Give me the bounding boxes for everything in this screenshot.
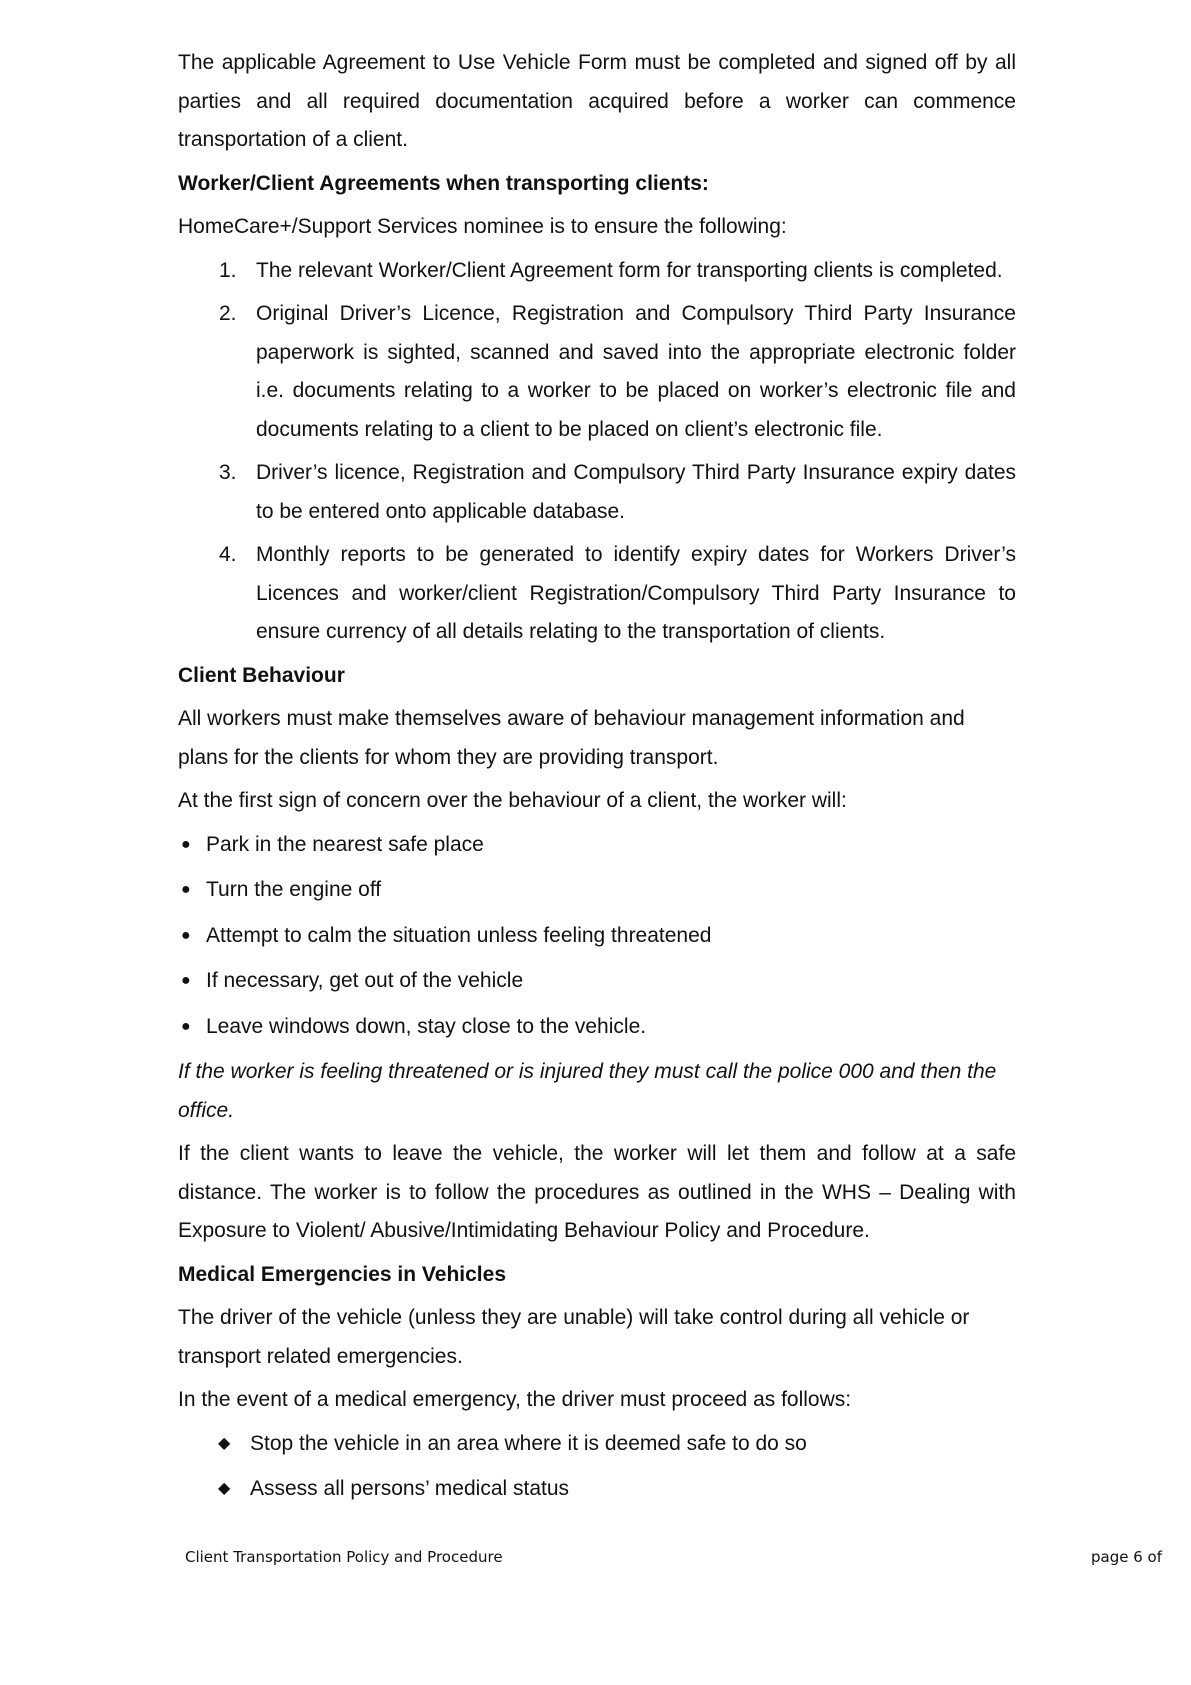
bullet-text: Leave windows down, stay close to the vehicle.: [206, 1014, 647, 1038]
bullet-text: Turn the engine off: [206, 878, 382, 901]
behaviour-paragraph-1: All workers must make themselves aware of behaviour management information and plans for the clients for whom they are providing transport.: [178, 707, 965, 769]
bullet-icon: ●: [181, 881, 191, 898]
bullet-item: [178, 1008, 1016, 1047]
bullet-icon: ●: [181, 926, 191, 944]
agreements-heading: Worker/Client Agreements when transporting clients:: [178, 171, 709, 195]
bullet-icon: ●: [181, 835, 191, 853]
bullet-item: [178, 962, 1016, 1001]
item-number: 1.: [219, 258, 237, 282]
item-number: 4.: [219, 543, 237, 566]
bullet-icon: ●: [181, 1017, 191, 1035]
intro-paragraph: The applicable Agreement to Use Vehicle Form must be completed and signed off by all parties and all required documentation acquired before a worker can commence transportation of a client.: [178, 51, 1016, 151]
bullet-item: [178, 917, 1016, 956]
list-item: [216, 1470, 1016, 1509]
bullet-item: [178, 871, 1016, 910]
behaviour-heading: Client Behaviour: [178, 663, 345, 687]
page-number: page 6 of: [1091, 1548, 1163, 1566]
item-text: Monthly reports to be generated to identify expiry dates for Workers Driver’s Licences and worker/client Registration/Compulsory Third Party Insurance to ensure currency of all details relating to the transportation of clients.: [256, 543, 1016, 643]
behaviour-paragraph-2: At the first sign of concern over the behaviour of a client, the worker will:: [178, 789, 847, 812]
bullet-text: Attempt to calm the situation unless feeling threatened: [206, 923, 712, 947]
document-page: [178, 44, 1016, 1516]
diamond-bullet-icon: ◆: [218, 1480, 231, 1497]
bullet-icon: ●: [181, 972, 191, 989]
medical-paragraph-2: In the event of a medical emergency, the driver must proceed as follows:: [178, 1388, 852, 1411]
behaviour-paragraph-3: If the client wants to leave the vehicle, the worker will let them and follow at a safe distance. The worker is to follow the procedures as outlined in the WHS – Dealing with Exposure to Violent/ Abusive/Intimidating Behaviour Policy and Procedure.: [178, 1142, 1016, 1242]
medical-paragraph-1: The driver of the vehicle (unless they are unable) will take control during all vehicle or transport related emergencies.: [178, 1306, 970, 1368]
item-text: Driver’s licence, Registration and Compulsory Third Party Insurance expiry dates to be entered onto applicable database.: [256, 461, 1016, 523]
bullet-item: [178, 826, 1016, 865]
item-number: 3.: [219, 461, 237, 484]
step-text: Assess all persons’ medical status: [250, 1477, 570, 1500]
list-item: [219, 536, 1016, 652]
medical-steps-list: [178, 1425, 1016, 1509]
agreements-lead: HomeCare+/Support Services nominee is to ensure the following:: [178, 215, 787, 238]
threat-note: If the worker is feeling threatened or is injured they must call the police 000 and then the office.: [178, 1060, 997, 1122]
behaviour-bullet-list: [178, 826, 1016, 1047]
list-item: [219, 295, 1016, 449]
bullet-text: Park in the nearest safe place: [206, 832, 484, 856]
bullet-text: If necessary, get out of the vehicle: [206, 969, 524, 992]
item-number: 2.: [219, 302, 237, 325]
diamond-bullet-icon: ◆: [218, 1434, 231, 1452]
item-text: The relevant Worker/Client Agreement form for transporting clients is completed.: [256, 258, 1003, 282]
list-item: [216, 1425, 1016, 1464]
item-text: Original Driver’s Licence, Registration and Compulsory Third Party Insurance paperwork is sighted, scanned and saved into the appropriate electronic folder i.e. documents relating to a worker to be placed on worker’s electronic file and documents relating to a client to be placed on client’s electronic file.: [256, 302, 1016, 441]
step-text: Stop the vehicle in an area where it is deemed safe to do so: [250, 1431, 807, 1455]
list-item: [219, 252, 1016, 291]
agreements-list: [178, 252, 1016, 652]
footer-title: Client Transportation Policy and Procedure: [185, 1548, 503, 1566]
list-item: [219, 454, 1016, 531]
medical-heading: Medical Emergencies in Vehicles: [178, 1262, 506, 1286]
